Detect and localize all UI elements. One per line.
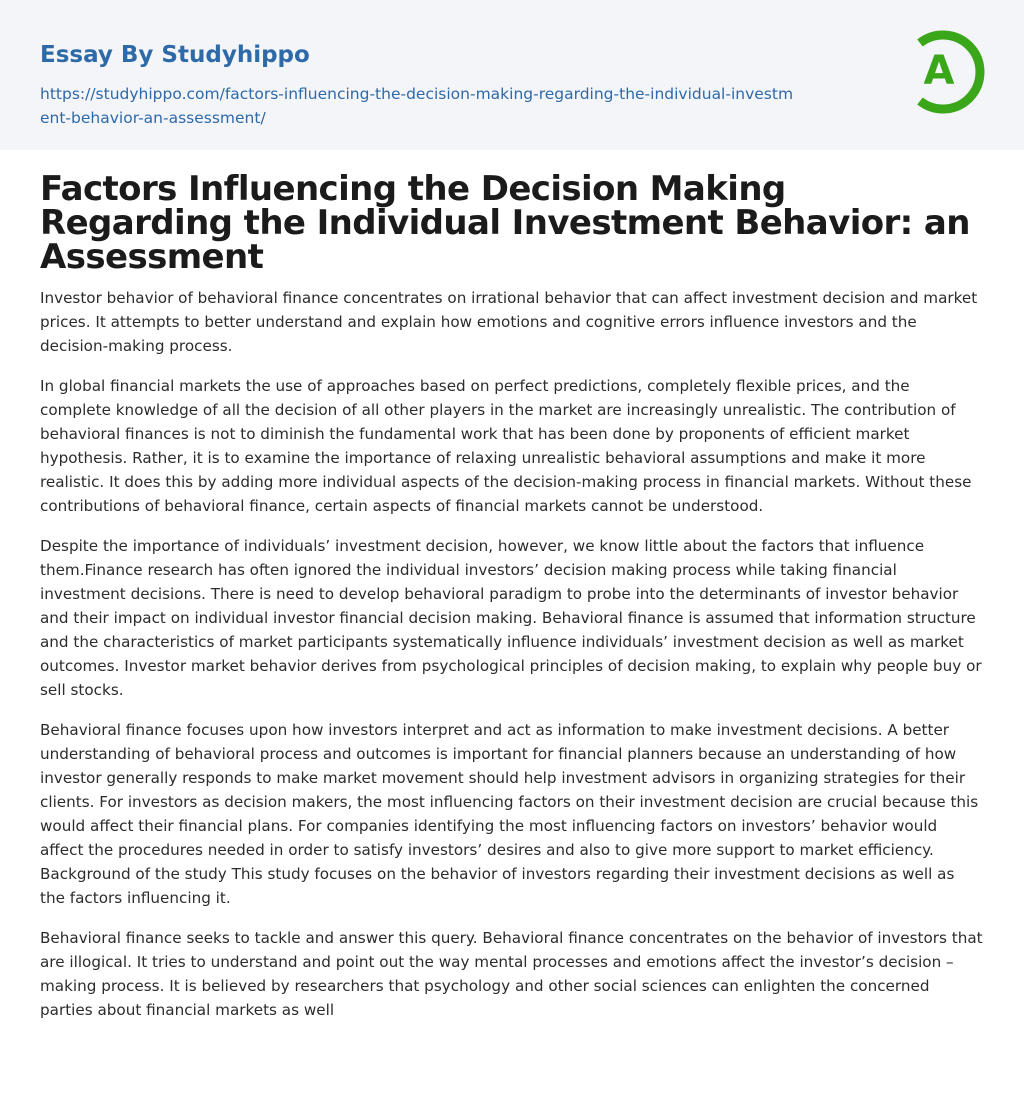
source-url-link[interactable]: https://studyhippo.com/factors-influencing-the-decision-making-regarding-the-individual-investment-behavior-an-assessment/: [40, 85, 794, 127]
studyhippo-logo-icon[interactable]: [908, 26, 992, 118]
page-title: Factors Influencing the Decision Making Regarding the Individual Investment Behavior: an Assessment: [40, 169, 970, 277]
paragraph: Despite the importance of individuals’ investment decision, however, we know little about the factors that influence them.Finance research has often ignored the individual investors’ decision making process while taking financial investment decisions. There is need to develop behavioral paradigm to probe into the determinants of investor behavior and their impact on individual investor financial decision making. Behavioral finance is assumed that information structure and the characteristics of market participants systematically influence individuals’ investment decision as well as market outcomes. Investor market behavior derives from psychological principles of decision making, to explain why people buy or sell stocks.: [40, 537, 982, 699]
paragraph: In global financial markets the use of approaches based on perfect predictions, completely flexible prices, and the complete knowledge of all the decision of all other players in the market are increasingly unrealistic. The contribution of behavioral finances is not to diminish the fundamental work that has been done by proponents of efficient market hypothesis. Rather, it is to examine the importance of relaxing unrealistic behavioral assumptions and make it more realistic. It does this by adding more individual aspects of the decision-making process in financial markets. Without these contributions of behavioral finance, certain aspects of financial markets cannot be understood.: [40, 377, 972, 515]
brand-title[interactable]: Essay By Studyhippo: [40, 42, 310, 68]
paragraph: Behavioral finance focuses upon how investors interpret and act as information to make investment decisions. A better understanding of behavioral process and outcomes is important for financial planners because an understanding of how investor generally responds to make market movement should help investment advisors in organizing strategies for their clients. For investors as decision makers, the most influencing factors on their investment decision are crucial because this would affect their financial plans. For companies identifying the most influencing factors on investors’ behavior would affect the procedures needed in order to satisfy investors’ desires and also to give more support to market efficiency. Background of the study This study focuses on the behavior of investors regarding their investment decisions as well as the factors influencing it.: [40, 721, 979, 907]
logo-letter: A: [923, 48, 955, 94]
paragraph: Investor behavior of behavioral finance concentrates on irrational behavior that can affect investment decision and market prices. It attempts to better understand and explain how emotions and cognitive errors influence investors and the decision-making process.: [40, 289, 978, 355]
page-header: [0, 0, 1024, 150]
paragraph: Behavioral finance seeks to tackle and answer this query. Behavioral finance concentrates on the behavior of investors that are illogical. It tries to understand and point out the way mental processes and emotions affect the investor’s decision – making process. It is believed by researchers that psychology and other social sciences can enlighten the concerned parties about financial markets as well: [40, 929, 983, 1019]
article: [0, 169, 1024, 1022]
